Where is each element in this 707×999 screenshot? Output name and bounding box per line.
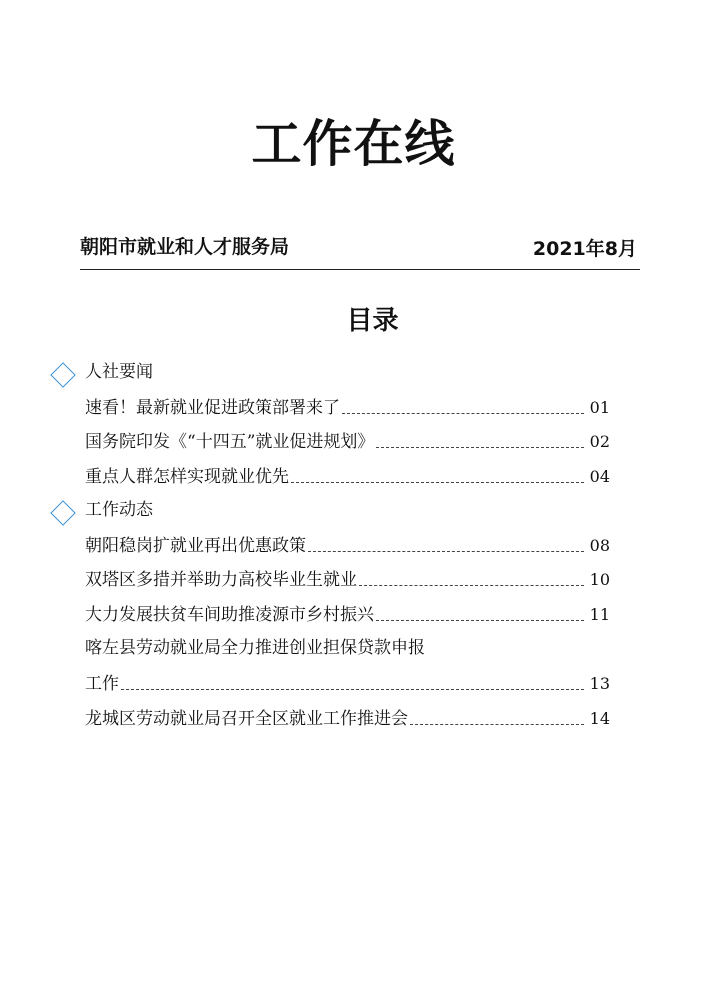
toc-entry-text: 速看！最新就业促进政策部署来了: [85, 398, 340, 418]
dot-leader: [121, 689, 584, 690]
diamond-bullet-icon: [50, 362, 75, 387]
toc-entry-text: 重点人群怎样实现就业优先: [85, 467, 289, 487]
toc-entry-text[interactable]: 喀左县劳动就业局全力推进创业担保贷款申报: [85, 638, 425, 658]
dot-leader: [376, 447, 584, 448]
toc-entry-page: 10: [589, 570, 610, 589]
dot-leader: [410, 724, 584, 725]
dot-leader: [342, 413, 584, 414]
issue-date: 2021年8月: [532, 238, 637, 260]
toc-entry-page: 01: [589, 398, 610, 417]
toc-entry-text-continued: 工作: [85, 674, 119, 694]
toc-entry-text: 国务院印发《“十四五”就业促进规划》: [85, 432, 375, 452]
diamond-bullet-icon: [50, 500, 75, 525]
toc-entry[interactable]: [85, 705, 610, 731]
toc-entry[interactable]: [85, 670, 610, 696]
dot-leader: [376, 620, 584, 621]
toc-entry[interactable]: [85, 428, 610, 454]
toc-entry-page: 04: [589, 467, 610, 486]
toc-section-title: 人社要闻: [85, 362, 153, 382]
toc-entry-page: 14: [589, 709, 610, 728]
organization-name: 朝阳市就业和人才服务局: [80, 236, 290, 258]
toc-entry[interactable]: [85, 532, 610, 558]
dot-leader: [359, 585, 584, 586]
dot-leader: [291, 482, 584, 483]
toc-heading: 目录: [346, 306, 399, 336]
toc-entry[interactable]: [85, 463, 610, 489]
toc-entry-text: 大力发展扶贫车间助推凌源市乡村振兴: [85, 605, 374, 625]
toc-section-title: 工作动态: [85, 500, 153, 520]
toc-entry-page: 11: [589, 605, 610, 624]
toc-entry-page: 02: [589, 432, 610, 451]
toc-entry[interactable]: [85, 394, 610, 420]
toc-entry-page: 08: [589, 536, 610, 555]
toc-entry-text: 双塔区多措并举助力高校毕业生就业: [85, 570, 357, 590]
document-title: 工作在线: [251, 115, 456, 173]
dot-leader: [308, 551, 584, 552]
toc-entry-text: 龙城区劳动就业局召开全区就业工作推进会: [85, 709, 408, 729]
toc-entry[interactable]: [85, 601, 610, 627]
toc-entry-page: 13: [589, 674, 610, 693]
toc-entry[interactable]: [85, 566, 610, 592]
toc-entry-text: 朝阳稳岗扩就业再出优惠政策: [85, 536, 306, 556]
